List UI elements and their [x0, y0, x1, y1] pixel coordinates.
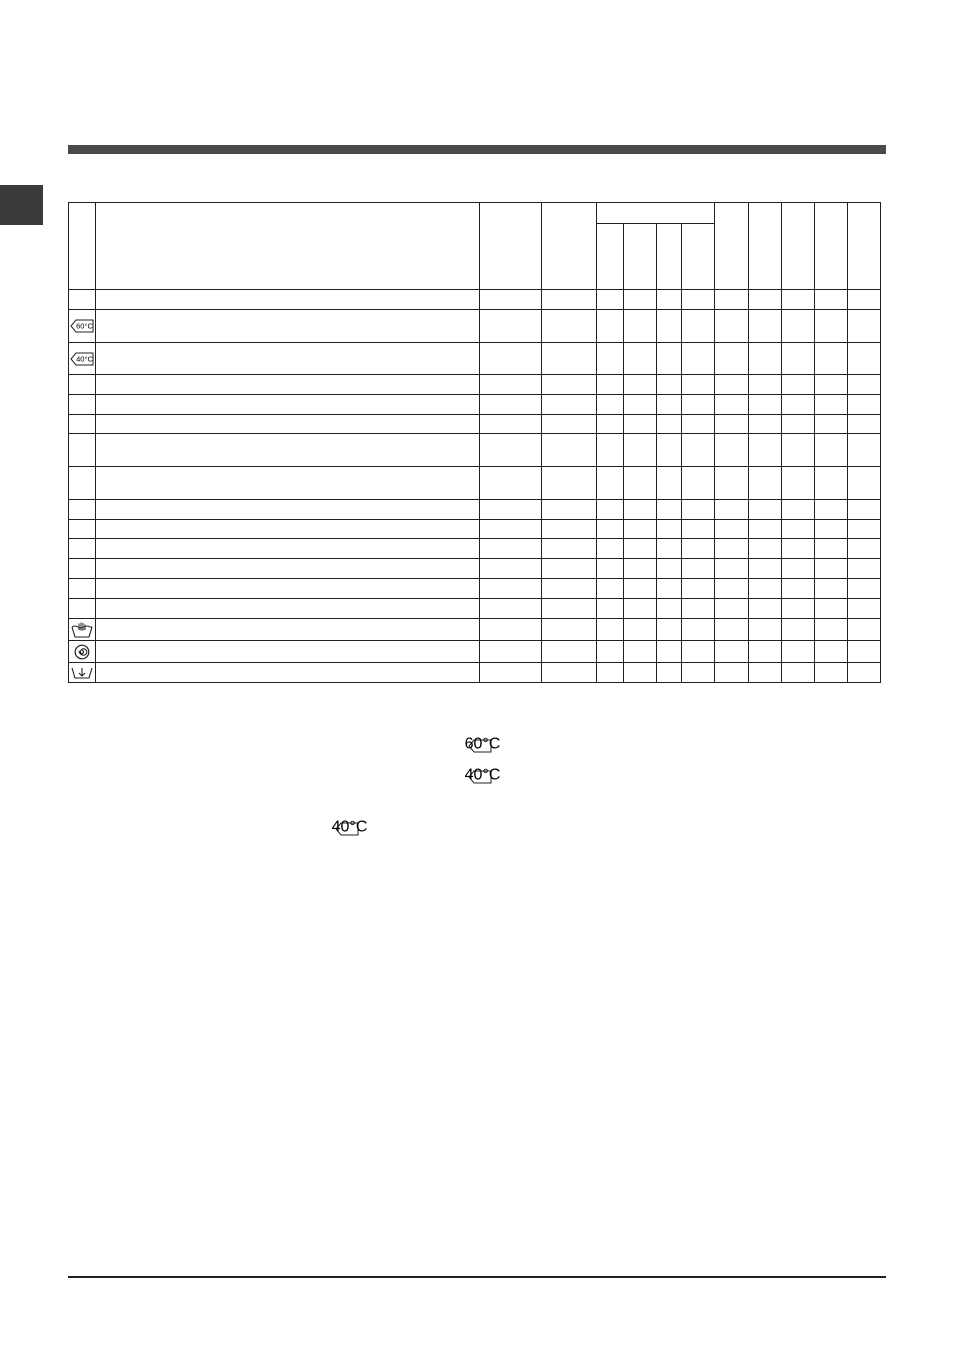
- note-tag-40c-icon: [464, 766, 501, 784]
- table-cell: [96, 539, 480, 559]
- table-cell: [749, 663, 782, 683]
- table-cell: [657, 415, 682, 434]
- table-cell: [749, 579, 782, 599]
- programme-symbol-cell: [69, 343, 96, 375]
- programme-symbol-cell: [69, 310, 96, 343]
- table-cell: [657, 559, 682, 579]
- table-cell: [597, 559, 624, 579]
- table-cell: [480, 641, 542, 663]
- table-cell: [682, 375, 715, 395]
- programme-symbol-cell: [69, 375, 96, 395]
- table-cell: [782, 343, 815, 375]
- table-cell: [782, 663, 815, 683]
- table-cell: [624, 290, 657, 310]
- table-cell: [782, 520, 815, 539]
- table-cell: [815, 467, 848, 500]
- table-row: [69, 395, 881, 415]
- programme-symbol-cell: [69, 395, 96, 415]
- table-cell: [624, 599, 657, 619]
- svg-text:40°C: 40°C: [331, 818, 368, 836]
- table-cell: [749, 395, 782, 415]
- table-cell: [682, 415, 715, 434]
- table-cell: [782, 415, 815, 434]
- header-col-10: [749, 203, 782, 290]
- table-cell: [682, 520, 715, 539]
- table-cell: [542, 434, 597, 467]
- header-sub-1: [597, 224, 624, 290]
- table-cell: [624, 395, 657, 415]
- header-detergents-group: [597, 203, 715, 224]
- table-cell: [96, 415, 480, 434]
- handwash-basin-icon: [70, 626, 94, 643]
- table-cell: [96, 343, 480, 375]
- table-cell: [848, 395, 881, 415]
- table-cell: [782, 579, 815, 599]
- table-cell: [848, 310, 881, 343]
- table-cell: [96, 467, 480, 500]
- table-cell: [657, 520, 682, 539]
- table-row: [69, 663, 881, 683]
- table-cell: [542, 559, 597, 579]
- table-cell: [682, 599, 715, 619]
- table-cell: [815, 663, 848, 683]
- header-symbol: [69, 203, 96, 290]
- header-sub-4: [682, 224, 715, 290]
- table-cell: [682, 619, 715, 641]
- table-cell: [715, 395, 749, 415]
- table-cell: [782, 599, 815, 619]
- table-cell: [657, 599, 682, 619]
- header-col-9: [715, 203, 749, 290]
- table-cell: [749, 500, 782, 520]
- table-cell: [96, 500, 480, 520]
- table-cell: [624, 579, 657, 599]
- table-cell: [782, 641, 815, 663]
- table-cell: [715, 290, 749, 310]
- table-cell: [848, 599, 881, 619]
- table-cell: [480, 343, 542, 375]
- header-max-speed: [542, 203, 597, 290]
- table-row: [69, 619, 881, 641]
- table-cell: [597, 467, 624, 500]
- header-sub-3: [657, 224, 682, 290]
- table-cell: [480, 375, 542, 395]
- table-cell: [682, 290, 715, 310]
- table-cell: [715, 343, 749, 375]
- table-cell: [682, 559, 715, 579]
- table-cell: [542, 599, 597, 619]
- table-cell: [624, 467, 657, 500]
- table-row: [69, 343, 881, 375]
- table-cell: [715, 500, 749, 520]
- table-row: [69, 290, 881, 310]
- table-cell: [624, 539, 657, 559]
- header-col-12: [815, 203, 848, 290]
- table-cell: [597, 375, 624, 395]
- table-cell: [782, 467, 815, 500]
- svg-text:60°C: 60°C: [464, 735, 501, 753]
- table-cell: [480, 467, 542, 500]
- table-cell: [480, 559, 542, 579]
- drain-basin-icon: [70, 668, 94, 685]
- table-cell: [848, 520, 881, 539]
- table-cell: [815, 343, 848, 375]
- table-cell: [749, 559, 782, 579]
- programme-symbol-cell: [69, 539, 96, 559]
- table-cell: [749, 599, 782, 619]
- table-cell: [542, 467, 597, 500]
- table-cell: [657, 290, 682, 310]
- table-cell: [815, 395, 848, 415]
- table-cell: [624, 434, 657, 467]
- table-cell: [715, 375, 749, 395]
- tag-60c-icon: [70, 317, 94, 334]
- programme-symbol-cell: [69, 500, 96, 520]
- table-cell: [682, 434, 715, 467]
- table-cell: [542, 539, 597, 559]
- table-cell: [815, 579, 848, 599]
- table-cell: [715, 599, 749, 619]
- table-cell: [715, 641, 749, 663]
- table-cell: [749, 415, 782, 434]
- table-cell: [480, 520, 542, 539]
- table-row: [69, 520, 881, 539]
- table-cell: [597, 619, 624, 641]
- header-col-11: [782, 203, 815, 290]
- table-cell: [597, 415, 624, 434]
- table-cell: [597, 310, 624, 343]
- table-cell: [96, 599, 480, 619]
- note-tag-40c-icon-2: [331, 818, 368, 836]
- table-cell: [597, 641, 624, 663]
- table-cell: [682, 539, 715, 559]
- programme-symbol-cell: [69, 434, 96, 467]
- table-cell: [848, 467, 881, 500]
- header-programme: [96, 203, 480, 290]
- table-cell: [682, 467, 715, 500]
- table-cell: [682, 395, 715, 415]
- table-cell: [715, 467, 749, 500]
- table-cell: [848, 343, 881, 375]
- table-cell: [542, 520, 597, 539]
- table-cell: [782, 539, 815, 559]
- table-cell: [815, 375, 848, 395]
- table-cell: [657, 343, 682, 375]
- table-cell: [597, 579, 624, 599]
- table-cell: [749, 434, 782, 467]
- table-cell: [480, 599, 542, 619]
- programme-symbol-cell: [69, 559, 96, 579]
- table-cell: [480, 619, 542, 641]
- table-cell: [624, 559, 657, 579]
- table-cell: [782, 310, 815, 343]
- table-cell: [480, 579, 542, 599]
- svg-text:60°C: 60°C: [76, 321, 93, 331]
- table-cell: [657, 663, 682, 683]
- table-cell: [749, 539, 782, 559]
- header-col-13: [848, 203, 881, 290]
- table-cell: [815, 290, 848, 310]
- table-cell: [815, 500, 848, 520]
- table-cell: [782, 500, 815, 520]
- table-cell: [715, 539, 749, 559]
- table-cell: [624, 520, 657, 539]
- table-cell: [749, 619, 782, 641]
- table-cell: [480, 663, 542, 683]
- table-cell: [848, 290, 881, 310]
- programme-symbol-cell: [69, 663, 96, 683]
- table-cell: [715, 579, 749, 599]
- table-cell: [815, 559, 848, 579]
- table-row: [69, 434, 881, 467]
- table-cell: [749, 343, 782, 375]
- header-rule: [68, 145, 886, 154]
- tag-40c-icon: [70, 350, 94, 367]
- table-cell: [542, 641, 597, 663]
- language-tab: [0, 185, 43, 225]
- footer-rule: [68, 1276, 886, 1278]
- table-cell: [749, 520, 782, 539]
- table-cell: [848, 619, 881, 641]
- table-cell: [715, 559, 749, 579]
- table-cell: [480, 415, 542, 434]
- table-cell: [542, 310, 597, 343]
- programme-symbol-cell: [69, 290, 96, 310]
- table-cell: [624, 663, 657, 683]
- table-cell: [848, 539, 881, 559]
- table-cell: [624, 500, 657, 520]
- programme-symbol-cell: [69, 619, 96, 641]
- table-cell: [815, 310, 848, 343]
- programme-symbol-cell: [69, 599, 96, 619]
- table-cell: [597, 395, 624, 415]
- table-cell: [682, 579, 715, 599]
- spin-spiral-icon: [73, 648, 91, 665]
- table-cell: [715, 663, 749, 683]
- table-cell: [96, 310, 480, 343]
- svg-text:40°C: 40°C: [464, 766, 501, 784]
- table-cell: [480, 539, 542, 559]
- note-tag-60c-icon: [464, 735, 501, 753]
- table-cell: [597, 500, 624, 520]
- table-row: [69, 599, 881, 619]
- programme-symbol-cell: [69, 467, 96, 500]
- table-cell: [815, 539, 848, 559]
- table-row: [69, 467, 881, 500]
- table-cell: [96, 434, 480, 467]
- table-cell: [715, 520, 749, 539]
- table-cell: [542, 579, 597, 599]
- table-cell: [848, 415, 881, 434]
- table-cell: [542, 663, 597, 683]
- table-cell: [848, 641, 881, 663]
- table-cell: [657, 619, 682, 641]
- table-cell: [624, 375, 657, 395]
- table-cell: [542, 619, 597, 641]
- table-cell: [715, 415, 749, 434]
- table-cell: [749, 310, 782, 343]
- table-cell: [96, 619, 480, 641]
- table-cell: [682, 310, 715, 343]
- table-cell: [749, 467, 782, 500]
- table-cell: [848, 559, 881, 579]
- table-cell: [542, 343, 597, 375]
- table-cell: [542, 415, 597, 434]
- table-cell: [597, 539, 624, 559]
- table-cell: [96, 520, 480, 539]
- table-cell: [542, 375, 597, 395]
- table-cell: [815, 520, 848, 539]
- table-cell: [480, 434, 542, 467]
- table-cell: [815, 641, 848, 663]
- table-cell: [782, 434, 815, 467]
- table-cell: [480, 500, 542, 520]
- table-cell: [624, 343, 657, 375]
- table-cell: [597, 343, 624, 375]
- table-row: [69, 500, 881, 520]
- table-cell: [480, 290, 542, 310]
- programme-symbol-cell: [69, 641, 96, 663]
- table-cell: [848, 500, 881, 520]
- table-cell: [657, 375, 682, 395]
- table-cell: [657, 434, 682, 467]
- table-cell: [682, 343, 715, 375]
- table-cell: [848, 663, 881, 683]
- table-row: [69, 310, 881, 343]
- table-cell: [815, 434, 848, 467]
- table-cell: [624, 619, 657, 641]
- table-cell: [782, 395, 815, 415]
- table-cell: [782, 619, 815, 641]
- table-cell: [782, 375, 815, 395]
- table-cell: [682, 663, 715, 683]
- table-row: [69, 539, 881, 559]
- header-max-temp: [480, 203, 542, 290]
- header-sub-2: [624, 224, 657, 290]
- table-row: [69, 415, 881, 434]
- table-cell: [657, 310, 682, 343]
- table-cell: [96, 663, 480, 683]
- table-cell: [749, 641, 782, 663]
- table-cell: [96, 641, 480, 663]
- table-cell: [96, 395, 480, 415]
- table-cell: [848, 579, 881, 599]
- table-cell: [848, 375, 881, 395]
- table-cell: [542, 395, 597, 415]
- table-cell: [597, 663, 624, 683]
- table-cell: [96, 375, 480, 395]
- programme-symbol-cell: [69, 415, 96, 434]
- table-cell: [815, 619, 848, 641]
- table-cell: [715, 619, 749, 641]
- table-cell: [657, 467, 682, 500]
- table-cell: [848, 434, 881, 467]
- table-cell: [542, 500, 597, 520]
- table-cell: [624, 310, 657, 343]
- programme-symbol-cell: [69, 579, 96, 599]
- table-row: [69, 579, 881, 599]
- table-cell: [782, 290, 815, 310]
- table-cell: [749, 375, 782, 395]
- table-cell: [597, 434, 624, 467]
- table-cell: [657, 395, 682, 415]
- table-cell: [597, 290, 624, 310]
- table-cell: [624, 415, 657, 434]
- table-cell: [815, 415, 848, 434]
- table-cell: [657, 539, 682, 559]
- table-cell: [782, 559, 815, 579]
- table-cell: [657, 641, 682, 663]
- table-cell: [815, 599, 848, 619]
- table-cell: [480, 395, 542, 415]
- table-cell: [715, 434, 749, 467]
- table-cell: [96, 290, 480, 310]
- table-cell: [749, 290, 782, 310]
- table-cell: [480, 310, 542, 343]
- table-cell: [715, 310, 749, 343]
- table-cell: [682, 500, 715, 520]
- table-cell: [96, 579, 480, 599]
- table-cell: [624, 641, 657, 663]
- table-cell: [597, 599, 624, 619]
- table-row: [69, 375, 881, 395]
- table-row: [69, 559, 881, 579]
- table-row: [69, 641, 881, 663]
- table-cell: [96, 559, 480, 579]
- programmes-table: [68, 202, 881, 683]
- table-cell: [657, 500, 682, 520]
- programme-symbol-cell: [69, 520, 96, 539]
- table-cell: [682, 641, 715, 663]
- table-cell: [657, 579, 682, 599]
- svg-text:40°C: 40°C: [76, 354, 93, 364]
- table-cell: [597, 520, 624, 539]
- table-cell: [542, 290, 597, 310]
